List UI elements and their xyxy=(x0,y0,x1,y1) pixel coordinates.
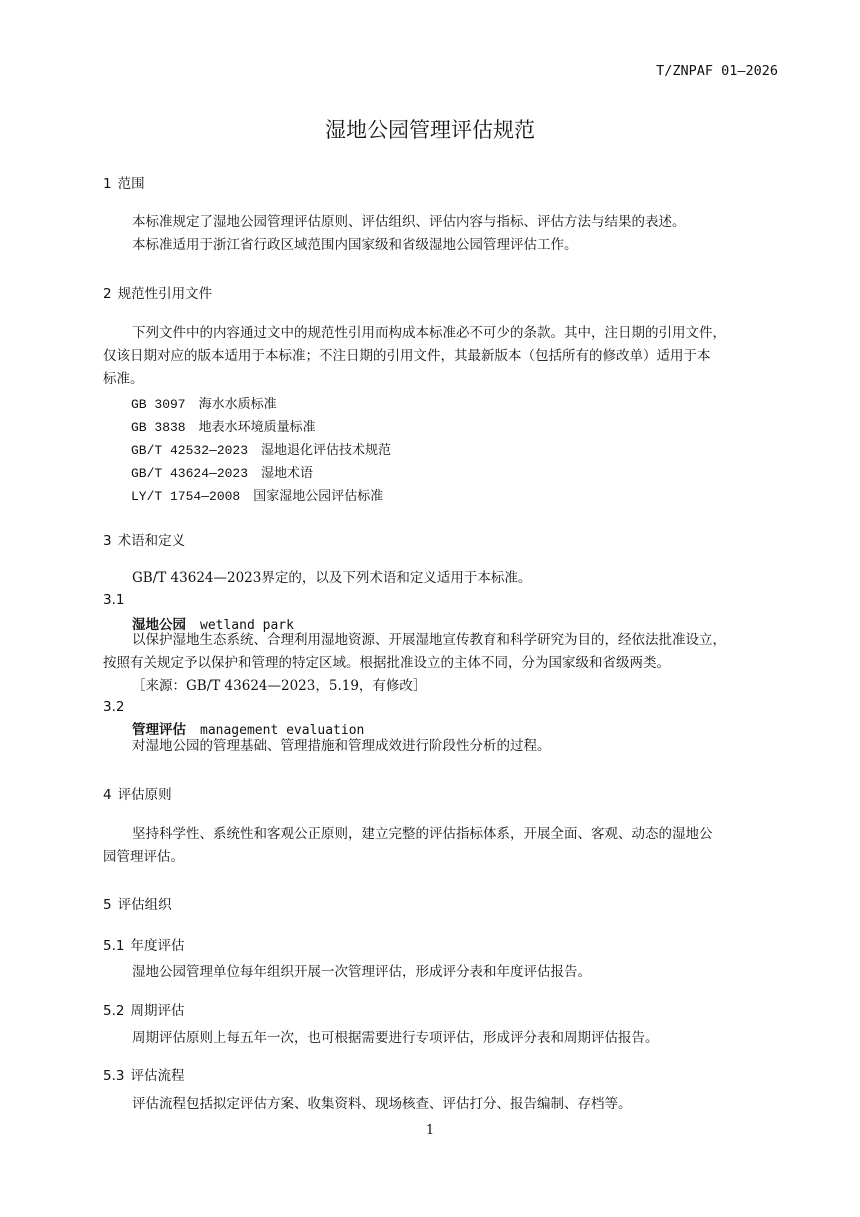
reference-name: 地表水环境质量标准 xyxy=(198,420,316,435)
paragraph-text: GB/T 43624—2023界定的，以及下列术语和定义适用于本标准。 xyxy=(132,570,532,586)
section-title: 评估流程 xyxy=(130,1068,185,1084)
section-2-heading xyxy=(103,282,212,302)
page-number: 1 xyxy=(425,1123,435,1138)
section-number: 5.2 xyxy=(103,1003,125,1019)
paragraph-text: 下列文件中的内容通过文中的规范性引用而构成本标准必不可少的条款。其中，注日期的引用文件， xyxy=(132,325,726,341)
reference-item xyxy=(131,416,316,435)
term-english: management evaluation xyxy=(200,723,365,738)
section-title: 规范性引用文件 xyxy=(117,286,213,302)
subsection-5-3-heading xyxy=(103,1064,184,1084)
standard-number: T/ZNPAF 01—2026 xyxy=(656,63,778,79)
section-3-heading xyxy=(103,529,185,549)
subsection-5-2-heading xyxy=(103,999,184,1019)
paragraph-text: 以保护湿地生态系统、合理利用湿地资源、开展湿地宣传教育和科学研究为目的，经依法批准设立， xyxy=(132,632,726,648)
section-4-paragraph-line-2 xyxy=(103,846,779,870)
reference-item xyxy=(131,439,391,458)
subsection-5-2-paragraph xyxy=(103,1027,779,1051)
term-english: wetland park xyxy=(200,618,294,633)
section-number: 5.3 xyxy=(103,1068,125,1084)
section-number: 1 xyxy=(103,176,112,192)
section-title: 术语和定义 xyxy=(117,533,186,549)
section-4-paragraph-line-1 xyxy=(103,823,779,847)
section-2-paragraph-line-3 xyxy=(103,368,779,392)
term-chinese: 管理评估 xyxy=(132,722,186,738)
term-number: 3.1 xyxy=(103,592,125,608)
section-title: 年度评估 xyxy=(130,938,185,954)
section-5-heading xyxy=(103,893,172,913)
section-3-intro xyxy=(103,567,779,591)
reference-name: 国家湿地公园评估标准 xyxy=(253,489,384,504)
paragraph-text: 本标准适用于浙江省行政区域范围内国家级和省级湿地公园管理评估工作。 xyxy=(132,237,578,253)
reference-code: LY/T 1754—2008 xyxy=(131,489,241,504)
reference-item xyxy=(131,462,313,481)
section-number: 4 xyxy=(103,787,112,803)
section-number: 2 xyxy=(103,286,112,302)
reference-name: 海水水质标准 xyxy=(198,397,277,412)
subsection-5-3-paragraph xyxy=(103,1093,779,1117)
term-number: 3.2 xyxy=(103,699,125,715)
section-1-heading xyxy=(103,172,145,192)
subsection-5-1-paragraph xyxy=(103,961,779,985)
section-2-paragraph-line-1 xyxy=(103,322,779,346)
paragraph-text: 园管理评估。 xyxy=(103,849,184,865)
section-title: 周期评估 xyxy=(130,1003,185,1019)
paragraph-text: 本标准规定了湿地公园管理评估原则、评估组织、评估内容与指标、评估方法与结果的表述。 xyxy=(132,214,686,230)
paragraph-text: 标准。 xyxy=(103,371,144,387)
section-1-paragraph-2 xyxy=(103,234,779,258)
term-chinese: 湿地公园 xyxy=(132,617,186,633)
reference-code: GB/T 42532—2023 xyxy=(131,443,249,458)
section-2-paragraph-line-2 xyxy=(103,345,779,369)
reference-item xyxy=(131,393,277,412)
section-number: 5.1 xyxy=(103,938,125,954)
paragraph-text: 按照有关规定予以保护和管理的特定区域。根据批准设立的主体不同，分为国家级和省级两类。 xyxy=(103,655,670,671)
term-source xyxy=(103,675,779,699)
subsection-5-1-heading xyxy=(103,934,184,954)
section-title: 范围 xyxy=(117,176,145,192)
section-title: 评估原则 xyxy=(117,787,172,803)
paragraph-text: 评估流程包括拟定评估方案、收集资料、现场核查、评估打分、报告编制、存档等。 xyxy=(132,1096,632,1112)
reference-code: GB 3838 xyxy=(131,420,186,435)
reference-item xyxy=(131,485,383,504)
section-number: 3 xyxy=(103,533,112,549)
reference-name: 湿地术语 xyxy=(261,466,314,481)
term-definition-line-1 xyxy=(103,629,779,653)
section-4-heading xyxy=(103,783,172,803)
reference-code: GB/T 43624—2023 xyxy=(131,466,249,481)
source-note: ［来源：GB/T 43624—2023，5.19，有修改］ xyxy=(132,678,427,694)
section-1-paragraph-1 xyxy=(103,211,779,235)
term-definition xyxy=(103,735,779,759)
paragraph-text: 周期评估原则上每五年一次，也可根据需要进行专项评估，形成评分表和周期评估报告。 xyxy=(132,1030,659,1046)
paragraph-text: 仅该日期对应的版本适用于本标准；不注日期的引用文件，其最新版本（包括所有的修改单）适用于本 xyxy=(103,348,711,364)
section-title: 评估组织 xyxy=(117,897,172,913)
section-number: 5 xyxy=(103,897,112,913)
paragraph-text: 湿地公园管理单位每年组织开展一次管理评估，形成评分表和年度评估报告。 xyxy=(132,964,591,980)
reference-name: 湿地退化评估技术规范 xyxy=(261,443,392,458)
document-title: 湿地公园管理评估规范 xyxy=(325,118,535,142)
reference-code: GB 3097 xyxy=(131,397,186,412)
paragraph-text: 坚持科学性、系统性和客观公正原则，建立完整的评估指标体系，开展全面、客观、动态的湿地公 xyxy=(132,826,713,842)
paragraph-text: 对湿地公园的管理基础、管理措施和管理成效进行阶段性分析的过程。 xyxy=(132,738,551,754)
term-definition-line-2 xyxy=(103,652,779,676)
